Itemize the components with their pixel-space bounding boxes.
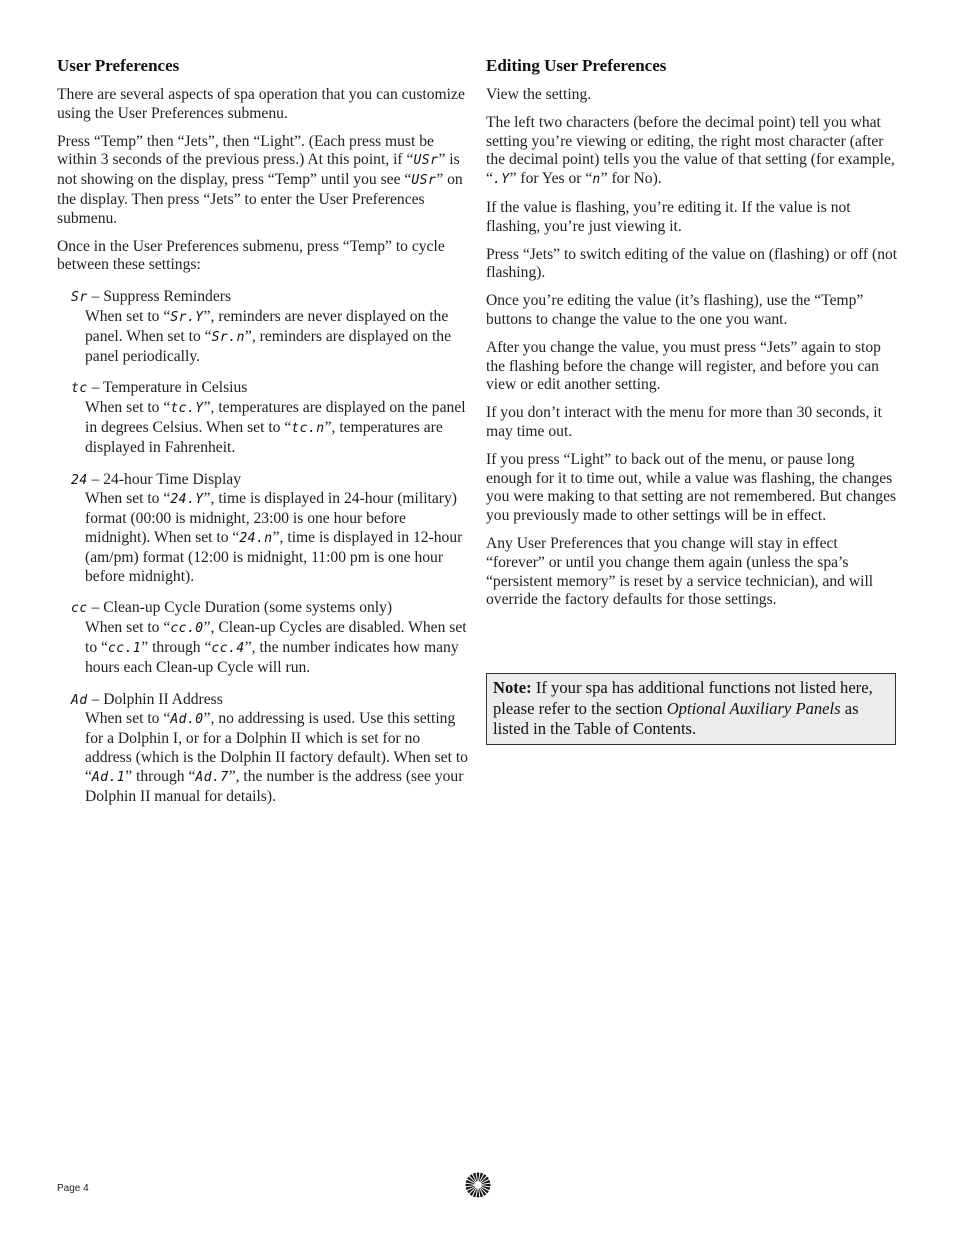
intro-paragraph: There are several aspects of spa operation that you can customize using the User Preferences submenu. bbox=[57, 86, 465, 122]
lcd-code: Ad.1 bbox=[91, 769, 126, 785]
setting-title bbox=[71, 691, 469, 711]
page-number: Page 4 bbox=[57, 1183, 89, 1194]
lcd-code: cc.4 bbox=[211, 640, 245, 656]
text-run: – Dolphin II Address bbox=[87, 690, 223, 708]
paragraph: Once you’re editing the value (it’s flashing), use the “Temp” buttons to change the value to the one you want. bbox=[486, 292, 864, 328]
right-column bbox=[486, 55, 900, 619]
note-text: If your spa has additional functions not listed here, please refer to the section bbox=[493, 678, 873, 718]
lcd-code: cc bbox=[71, 601, 88, 617]
note-box bbox=[486, 673, 896, 745]
text-run: – Suppress Reminders bbox=[87, 288, 232, 306]
text-run: When set to “ bbox=[85, 307, 171, 325]
sunburst-logo-icon bbox=[465, 1172, 491, 1198]
setting-24-hour-time bbox=[71, 471, 469, 587]
setting-title bbox=[71, 288, 469, 308]
lcd-code: n bbox=[592, 172, 601, 188]
text-run: When set to “ bbox=[85, 710, 171, 728]
text-run: ”, the number is the address (see your Dolphin II manual for details). bbox=[85, 767, 464, 805]
left-column bbox=[57, 55, 469, 806]
text-run: – Temperature in Celsius bbox=[87, 379, 248, 397]
logo-ray bbox=[466, 1184, 475, 1187]
text-run: ”, temperatures are displayed in Fahrenheit. bbox=[85, 418, 443, 456]
setting-title bbox=[71, 471, 469, 491]
text-run: ”, the number indicates how many hours each Clean-up Cycle will run. bbox=[85, 638, 459, 676]
text-run: The left two characters (before the decimal point) tell you what setting you’re viewing or editing, the right most character (after the decimal point) tells you the value of that setting (for example, “ bbox=[486, 113, 895, 188]
setting-description bbox=[85, 619, 469, 677]
lcd-code: tc.n bbox=[291, 420, 325, 436]
lcd-code: Sr bbox=[71, 290, 88, 306]
lcd-code: tc bbox=[71, 381, 88, 397]
text-run: ”, temperatures are displayed on the panel in degrees Celsius. When set to “ bbox=[85, 399, 466, 436]
paragraph: Any User Preferences that you change will stay in effect “forever” or until you change them again (unless the spa’s “persistent memory” is reset by a service technician), and will override the factory defaults for those settings. bbox=[486, 534, 874, 609]
logo-ray bbox=[477, 1189, 480, 1198]
setting-cleanup-cycle bbox=[71, 599, 469, 677]
text-run: ”, time is displayed in 24-hour (military) format (00:00 is midnight, 23:00 is one hour before midnight). When set to “ bbox=[85, 490, 457, 546]
enter-submenu-paragraph bbox=[57, 133, 469, 229]
text-run: ”, reminders are displayed on the panel periodically. bbox=[85, 327, 452, 365]
setting-title bbox=[71, 599, 469, 619]
setting-title bbox=[71, 379, 469, 399]
text-run: When set to “ bbox=[85, 490, 171, 508]
section-heading-editing: Editing User Preferences bbox=[486, 56, 667, 75]
setting-dolphin-address bbox=[71, 691, 469, 807]
text-run: ” through “ bbox=[125, 767, 196, 785]
lcd-code: 24 bbox=[71, 472, 88, 488]
text-run: – 24-hour Time Display bbox=[87, 470, 242, 488]
text-run: ” through “ bbox=[141, 638, 212, 656]
setting-suppress-reminders bbox=[71, 288, 469, 366]
lcd-code: cc.1 bbox=[107, 640, 142, 656]
paragraph: After you change the value, you must press “Jets” again to stop the flashing before the change will register, and before you can view or edit another setting. bbox=[486, 338, 881, 394]
setting-temperature-celsius bbox=[71, 379, 469, 457]
text-run: ” for Yes or “ bbox=[509, 170, 593, 188]
paragraph: If you don’t interact with the menu for more than 30 seconds, it may time out. bbox=[486, 404, 882, 440]
paragraph bbox=[486, 114, 900, 190]
section-heading-user-preferences: User Preferences bbox=[57, 56, 180, 75]
text-run: ” is not showing on the display, press “Temp” until you see “ bbox=[57, 151, 460, 189]
lcd-code: USr bbox=[413, 153, 439, 169]
text-run: ”, no addressing is used. Use this setting for a Dolphin I, or for a Dolphin II which is set for no address (which is the Dolphin II factory default). When set to “ bbox=[85, 710, 468, 785]
note-text: as listed in the Table of Contents. bbox=[493, 698, 859, 738]
lcd-code: 24.n bbox=[239, 530, 273, 546]
lcd-code: .Y bbox=[492, 172, 510, 188]
paragraph: Press “Jets” to switch editing of the value on (flashing) or off (not flashing). bbox=[486, 245, 898, 282]
setting-description bbox=[85, 490, 469, 586]
text-run: ” for No). bbox=[600, 170, 662, 188]
logo-ray bbox=[482, 1184, 491, 1187]
paragraph: View the setting. bbox=[486, 86, 592, 103]
text-run: ”, time is displayed in 12-hour (am/pm) format (12:00 is midnight, 11:00 pm is one hour before midnight). bbox=[85, 528, 463, 585]
lcd-code: Sr.n bbox=[211, 329, 245, 345]
text-run: When set to “ bbox=[85, 399, 171, 417]
lcd-code: Ad bbox=[71, 692, 88, 708]
text-run: – Clean-up Cycle Duration (some systems only) bbox=[87, 599, 393, 617]
text-run: When set to “ bbox=[85, 619, 171, 637]
logo-ray bbox=[477, 1173, 480, 1182]
setting-description bbox=[85, 710, 469, 806]
note-label: Note: bbox=[493, 678, 532, 697]
note-section-reference: Optional Auxiliary Panels bbox=[666, 698, 841, 718]
setting-description bbox=[85, 308, 469, 366]
text-run: ”, reminders are never displayed on the panel. When set to “ bbox=[85, 307, 449, 345]
lcd-code: Ad.7 bbox=[195, 769, 229, 785]
lcd-code: 24.Y bbox=[170, 492, 204, 508]
cycle-paragraph: Once in the User Preferences submenu, press “Temp” to cycle between these settings: bbox=[57, 237, 445, 274]
text-run: ” on the display. Then press “Jets” to enter the User Preferences submenu. bbox=[57, 171, 463, 227]
lcd-code: Ad.0 bbox=[170, 712, 204, 728]
text-run: Press “Temp” then “Jets”, then “Light”. (Each press must be within 3 seconds of the previous press.) At this point, if “ bbox=[57, 132, 434, 169]
lcd-code: Sr.Y bbox=[170, 309, 204, 325]
lcd-code: cc.0 bbox=[170, 621, 204, 637]
text-run: ”, Clean-up Cycles are disabled. When set to “ bbox=[85, 619, 467, 656]
setting-description bbox=[85, 399, 469, 457]
paragraph: If you press “Light” to back out of the menu, or pause long enough for it to time out, while a value was flashing, the changes you were making to that setting are not remembered. But changes you previously made to other settings will be in effect. bbox=[486, 450, 897, 525]
paragraph: If the value is flashing, you’re editing it. If the value is not flashing, you’re just viewing it. bbox=[486, 198, 851, 235]
lcd-code: tc.Y bbox=[170, 401, 204, 417]
lcd-code: USr bbox=[411, 173, 437, 189]
